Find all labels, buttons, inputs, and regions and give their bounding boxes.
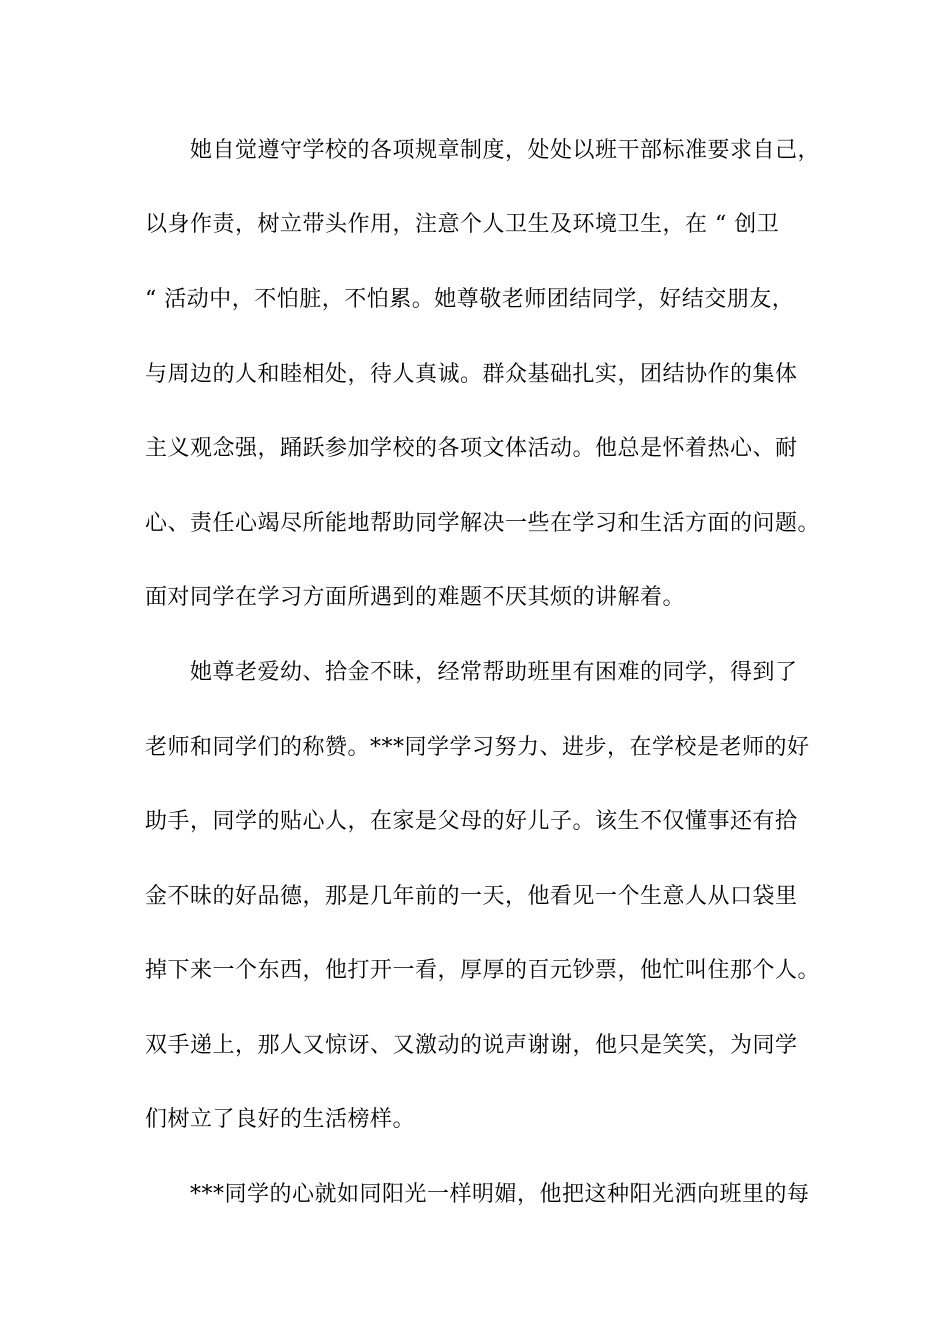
paragraph-2-line-1: 她尊老爱幼、拾金不昧，经常帮助班里有困难的同学，得到了 <box>190 660 798 685</box>
paragraph-1-line-2: 以身作责，树立带头作用，注意个人卫生及环境卫生，在 “ 创卫 <box>145 212 780 237</box>
paragraph-2-line-6: 双手递上，那人又惊讶、又激动的说声谢谢，他只是笑笑，为同学 <box>145 1033 798 1058</box>
paragraph-1-line-5: 主义观念强，踊跃参加学校的各项文体活动。他总是怀着热心、耐 <box>145 436 798 461</box>
paragraph-1-line-4: 与周边的人和睦相处，待人真诚。群众基础扎实，团结协作的集体 <box>145 362 798 387</box>
paragraph-2-line-5: 掉下来一个东西，他打开一看，厚厚的百元钞票，他忙叫住那个人。 <box>145 958 821 983</box>
paragraph-2-line-4: 金不昧的好品德，那是几年前的一天，他看见一个生意人从口袋里 <box>145 884 798 909</box>
paragraph-1-line-7: 面对同学在学习方面所遇到的难题不厌其烦的讲解着。 <box>145 585 686 610</box>
paragraph-2-line-3: 助手，同学的贴心人，在家是父母的好儿子。该生不仅懂事还有拾 <box>145 809 798 834</box>
paragraph-2-line-7: 们树立了良好的生活榜样。 <box>145 1107 416 1132</box>
paragraph-2-line-2: 老师和同学们的称赞。***同学学习努力、进步，在学校是老师的好 <box>145 735 810 760</box>
paragraph-1-line-1: 她自觉遵守学校的各项规章制度，处处以班干部标准要求自己， <box>190 138 821 163</box>
paragraph-1-line-3: “ 活动中，不怕脏，不怕累。她尊敬老师团结同学，好结交朋友， <box>145 287 795 312</box>
paragraph-1-line-6: 心、责任心竭尽所能地帮助同学解决一些在学习和生活方面的问题。 <box>145 511 821 536</box>
paragraph-3-line-1: ***同学的心就如同阳光一样明媚，他把这种阳光洒向班里的每 <box>190 1182 810 1207</box>
